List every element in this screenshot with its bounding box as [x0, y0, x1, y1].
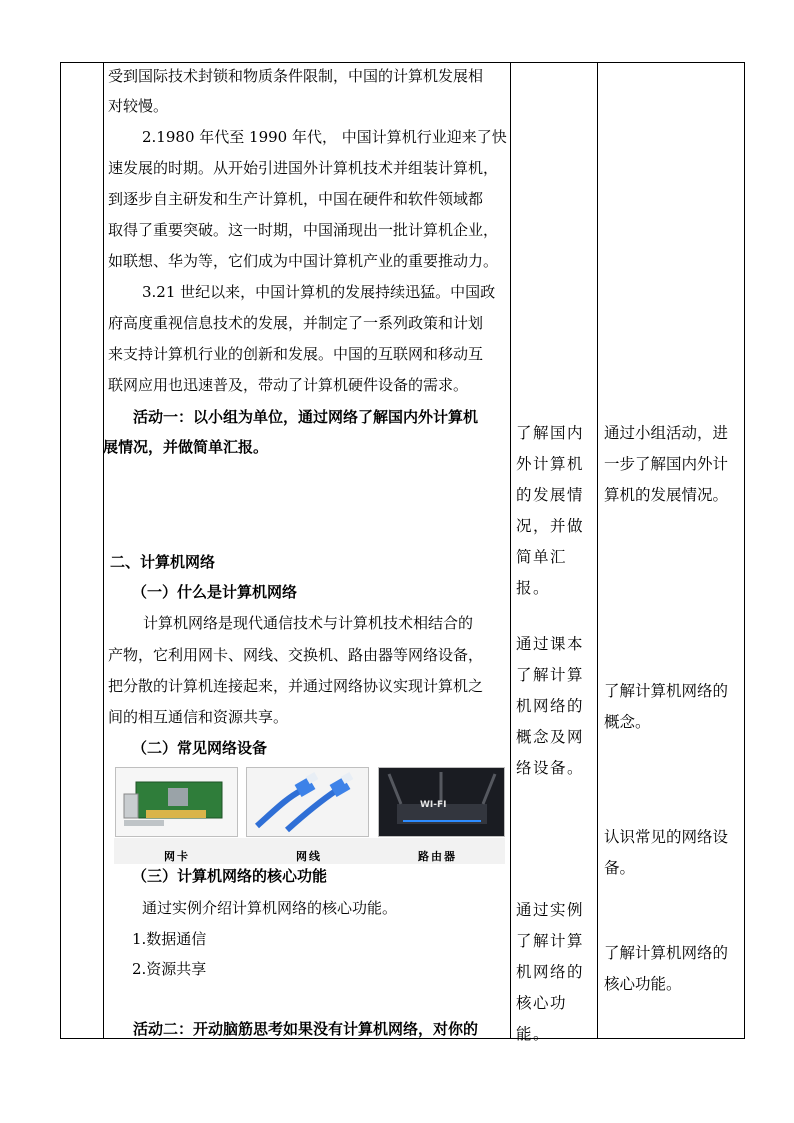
- history-paragraph-line: 取得了重要突破。这一时期，中国涌现出一批计算机企业，: [108, 221, 499, 239]
- network-cable-image: [246, 767, 369, 837]
- core-function-item: 2.资源共享: [132, 960, 207, 978]
- device-caption-router: 路由器: [418, 850, 457, 863]
- network-definition-line: 间的相互通信和资源共享。: [108, 708, 289, 726]
- core-function-item: 1.数据通信: [132, 930, 207, 948]
- section-title: 二、计算机网络: [110, 553, 216, 571]
- history-paragraph-line: 来支持计算机行业的创新和发展。中国的互联网和移动互: [108, 345, 484, 363]
- activity-one-line: 活动一：以小组为单位，通过网络了解国内外计算机: [133, 408, 479, 426]
- core-function-intro: 通过实例介绍计算机网络的核心功能。: [142, 899, 398, 917]
- table-right-border: [744, 62, 745, 1039]
- history-paragraph-line: 受到国际技术封锁和物质条件限制，中国的计算机发展相: [108, 67, 484, 85]
- table-top-border: [60, 62, 745, 63]
- activity-one-line: 展情况，并做简单汇报。: [103, 438, 269, 456]
- router-logo-text: WI-FI: [420, 800, 447, 810]
- device-caption-cable: 网线: [296, 850, 322, 863]
- history-paragraph-line: 对较慢。: [108, 97, 169, 115]
- history-paragraph-line: 到逐步自主研发和生产计算机，中国在硬件和软件领域都: [108, 190, 484, 208]
- student-activity-3: 通过实例了解计算机网络的核心功能。: [516, 901, 585, 1043]
- history-paragraph-line: 2.1980 年代至 1990 年代， 中国计算机行业迎来了快: [142, 128, 507, 146]
- student-activity-2: 通过课本了解计算机网络的概念及网络设备。: [516, 635, 585, 777]
- history-paragraph-line: 如联想、华为等，它们成为中国计算机产业的重要推动力。: [108, 252, 499, 270]
- history-paragraph-line: 联网应用也迅速普及，带动了计算机硬件设备的需求。: [108, 376, 469, 394]
- history-paragraph-line: 3.21 世纪以来，中国计算机的发展持续迅猛。中国政: [142, 283, 496, 301]
- network-definition-line: 把分散的计算机连接起来，并通过网络协议实现计算机之: [108, 677, 484, 695]
- history-paragraph-line: 速发展的时期。从开始引进国外计算机技术并组装计算机，: [108, 159, 499, 177]
- activity-two-line: 活动二：开动脑筋思考如果没有计算机网络，对你的: [133, 1020, 479, 1038]
- design-purpose-3: 认识常见的网络设备。: [604, 828, 729, 877]
- device-caption-nic: 网卡: [164, 850, 190, 863]
- network-definition-line: 计算机网络是现代通信技术与计算机技术相结合的: [143, 614, 474, 632]
- student-activity-1: 了解国内外计算机的发展情况，并做简单汇报。: [516, 424, 585, 597]
- column-divider-3: [597, 62, 598, 1039]
- subsection-title: （二）常见网络设备: [132, 739, 268, 757]
- design-purpose-1: 通过小组活动，进一步了解国内外计算机的发展情况。: [604, 424, 729, 504]
- column-divider-2: [510, 62, 511, 1039]
- history-paragraph-line: 府高度重视信息技术的发展，并制定了一系列政策和计划: [108, 314, 484, 332]
- network-card-image: [115, 767, 238, 837]
- subsection-title: （一）什么是计算机网络: [132, 583, 298, 601]
- column-divider-1: [103, 62, 104, 1039]
- table-left-border: [60, 62, 61, 1039]
- design-purpose-4: 了解计算机网络的核心功能。: [604, 944, 729, 993]
- design-purpose-2: 了解计算机网络的概念。: [604, 682, 729, 731]
- network-definition-line: 产物，它利用网卡、网线、交换机、路由器等网络设备，: [108, 646, 484, 664]
- subsection-title: （三）计算机网络的核心功能: [132, 867, 328, 885]
